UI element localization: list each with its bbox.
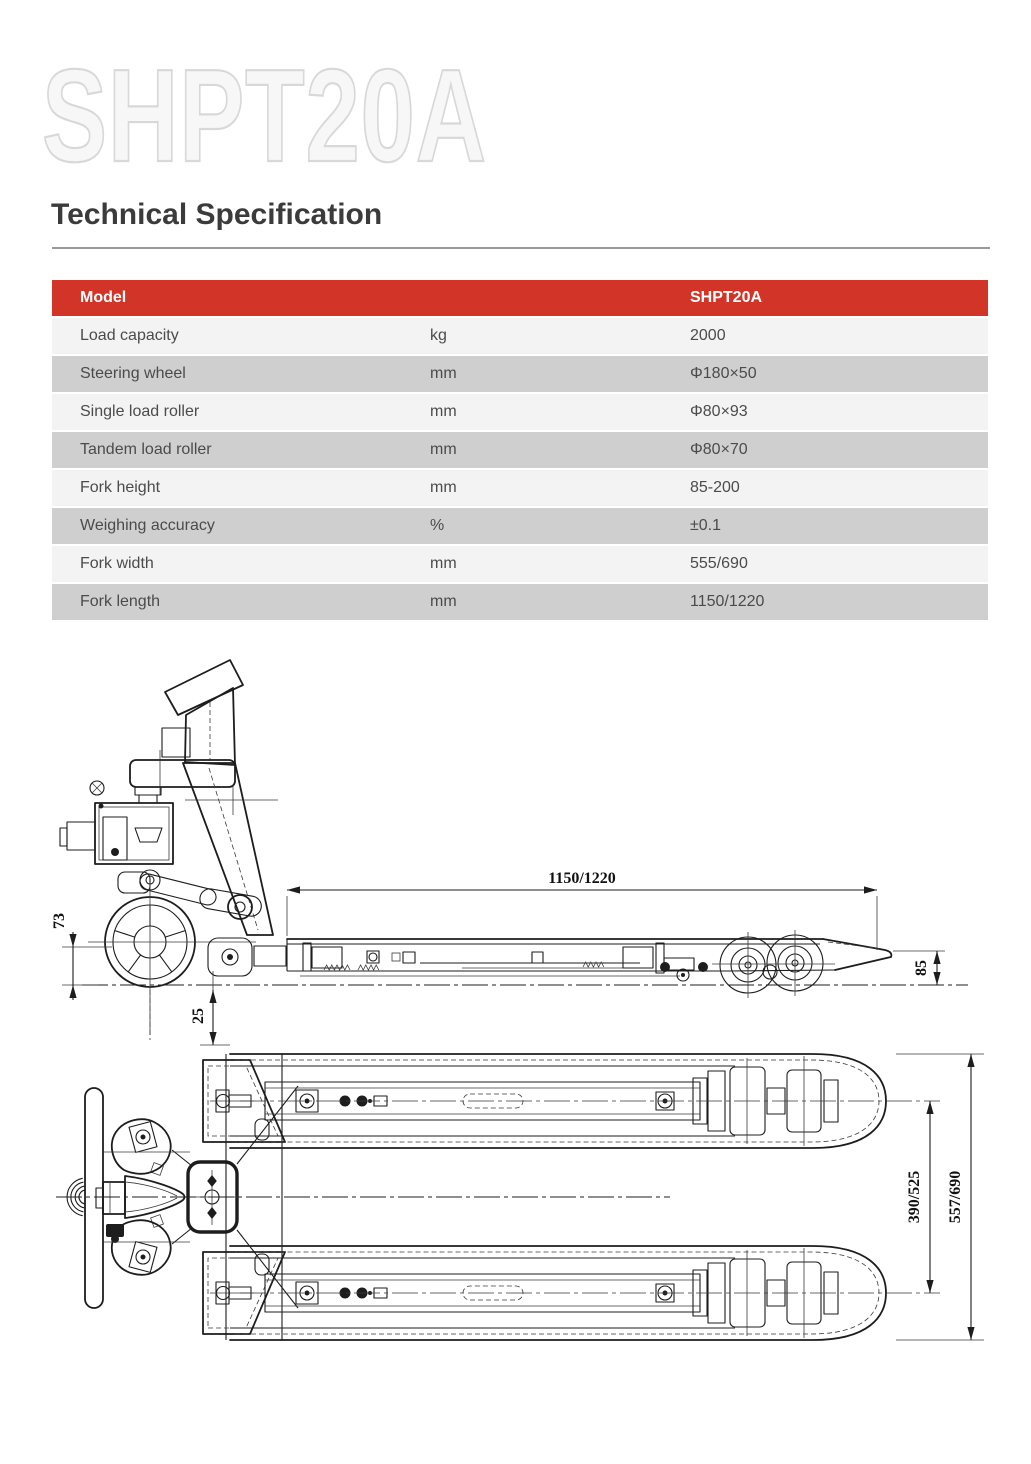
row-unit: % [430,517,445,534]
row-unit: mm [430,365,457,382]
table-row [52,546,988,584]
dim-wheel-height [51,913,112,1000]
dim-wheel-height-label: 73 [51,913,68,929]
tandem-load-rollers [712,930,835,998]
row-unit: mm [430,441,457,458]
dim-min-height [190,971,230,1045]
page-title: Technical Specification [51,198,383,231]
row-label: Weighing accuracy [80,517,215,534]
table-row [52,356,988,394]
header-model-label: Model [80,289,127,306]
table-row [52,394,988,432]
spec-table [52,280,988,622]
dim-fork-length [287,870,877,950]
row-value: 85-200 [690,479,740,496]
table-row [52,432,988,470]
side-view-diagram [40,640,1030,1060]
fork-plan-view [230,1054,940,1148]
row-value: 555/690 [690,555,748,572]
dim-min-height-label: 25 [190,1008,207,1024]
row-label: Fork length [80,593,161,610]
table-row [52,508,988,546]
row-value: Φ80×93 [690,403,748,420]
tiller-handle [162,660,243,765]
fork-side-profile [287,939,891,981]
mast [183,763,278,935]
row-label: Fork width [80,555,154,572]
row-unit: mm [430,555,457,572]
dim-fork-height-label: 85 [913,960,930,976]
row-unit: mm [430,479,457,496]
dim-fork-length-label: 1150/1220 [548,870,616,887]
row-label: Single load roller [80,403,200,420]
row-unit: mm [430,403,457,420]
watermark-model-text: SHPT20A [42,42,487,189]
table-header-row [52,280,988,318]
top-view-diagram [40,1040,1030,1370]
table-row [52,584,988,622]
caster-bracket [208,938,286,976]
dim-fork-spacing [906,1101,934,1293]
header-model-value: SHPT20A [690,289,763,306]
table-row [52,470,988,508]
row-unit: kg [430,327,447,344]
row-value: Φ180×50 [690,365,757,382]
row-label: Load capacity [80,327,179,344]
steering-wheel [88,882,256,1040]
row-label: Steering wheel [80,365,186,382]
row-value: Φ80×70 [690,441,748,458]
dim-overall-width-label: 557/690 [947,1170,964,1224]
heading-divider [52,247,990,249]
row-label: Tandem load roller [80,441,212,458]
weighing-indicator-unit [60,750,235,864]
row-unit: mm [430,593,457,610]
dim-fork-height [893,951,945,985]
handlebar [67,1088,103,1308]
dim-fork-spacing-label: 390/525 [906,1170,923,1224]
row-value: 2000 [690,327,726,344]
pump-lever-linkage [118,870,263,919]
table-row [52,318,988,356]
row-label: Fork height [80,479,161,496]
row-value: 1150/1220 [690,593,765,610]
row-value: ±0.1 [690,517,722,534]
yoke-arm [112,1119,192,1174]
